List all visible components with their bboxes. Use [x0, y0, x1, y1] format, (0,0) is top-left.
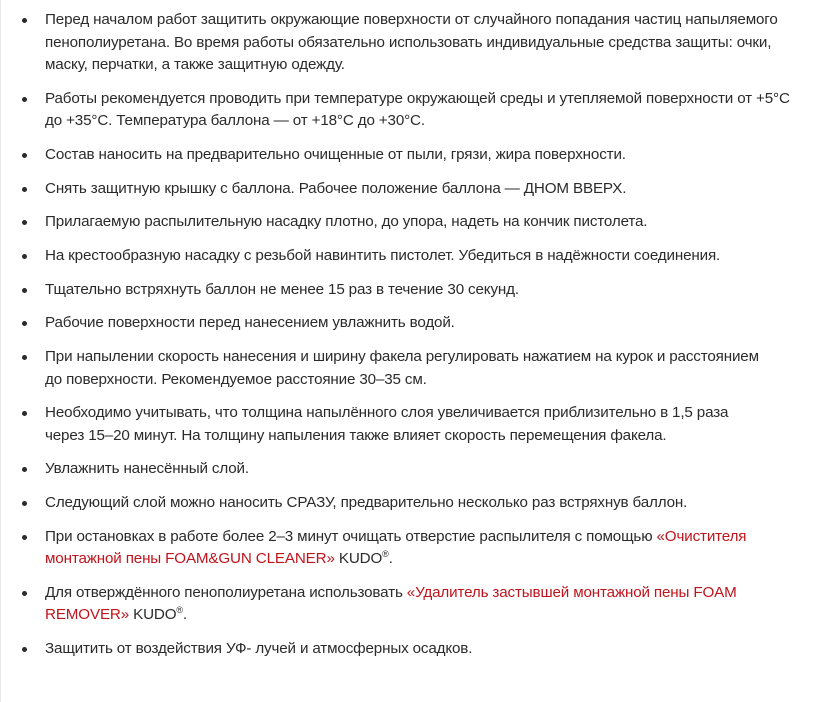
list-item: Рабочие поверхности перед нанесением увлажнить водой. — [1, 312, 818, 335]
bullet-icon — [22, 591, 27, 596]
bullet-icon — [22, 18, 27, 23]
registered-mark: ® — [176, 605, 183, 616]
bullet-icon — [22, 647, 27, 652]
list-item: Работы рекомендуется проводить при температуре окружающей среды и утепляемой поверхности от +5°C до +35°C. Температура баллона — от +18°C до +30°C. — [1, 88, 818, 133]
bullet-icon — [22, 501, 27, 506]
brand-name: KUDO — [129, 606, 177, 624]
list-item: При остановках в работе более 2–3 минут очищать отверстие распылителя с помощью «Очистителя монтажной пены FOAM&GUN CLEANER» KUDO®. — [1, 526, 818, 571]
brand-name: KUDO — [334, 550, 383, 568]
list-item: Тщательно встряхнуть баллон не менее 15 раз в течение 30 секунд. — [1, 279, 818, 302]
list-item: Защитить от воздействия УФ- лучей и атмосферных осадков. — [1, 638, 818, 661]
list-item: На крестообразную насадку с резьбой навинтить пистолет. Убедиться в надёжности соединения. — [1, 245, 818, 268]
bullet-icon — [22, 220, 27, 225]
registered-mark: ® — [382, 549, 389, 560]
list-item: Перед началом работ защитить окружающие поверхности от случайного попадания частиц напыляемого пенополиуретана. Во время работы обязательно использовать индивидуальные средства защиты: очки, маску, перчатки, а также защитную одежду. — [1, 9, 818, 77]
bullet-icon — [22, 97, 27, 102]
bullet-icon — [22, 153, 27, 158]
bullet-icon — [22, 355, 27, 360]
list-item: Необходимо учитывать, что толщина напылённого слоя увеличивается приблизительно в 1,5 раза через 15–20 минут. На толщину напыления также влияет скорость перемещения факела. — [1, 402, 818, 447]
foam-remover-link[interactable]: «Удалитель застывшей монтажной пены FOAM REMOVER» — [45, 583, 737, 624]
bullet-icon — [22, 187, 27, 192]
list-item: Увлажнить нанесённый слой. — [1, 458, 818, 481]
instructions-list — [1, 9, 818, 672]
bullet-icon — [22, 288, 27, 293]
bullet-icon — [22, 467, 27, 472]
list-item: Для отверждённого пенополиуретана использовать «Удалитель застывшей монтажной пены FOAM REMOVER» KUDO®. — [1, 582, 818, 627]
foam-gun-cleaner-link[interactable]: «Очистителя монтажной пены FOAM&GUN CLEANER» — [45, 527, 747, 568]
list-item: Состав наносить на предварительно очищенные от пыли, грязи, жира поверхности. — [1, 144, 818, 167]
bullet-icon — [22, 254, 27, 259]
bullet-icon — [22, 535, 27, 540]
list-item: Следующий слой можно наносить СРАЗУ, предварительно несколько раз встряхнув баллон. — [1, 492, 818, 515]
list-item: Прилагаемую распылительную насадку плотно, до упора, надеть на кончик пистолета. — [1, 211, 818, 234]
bullet-icon — [22, 411, 27, 416]
list-item: При напылении скорость нанесения и ширину факела регулировать нажатием на курок и расстоянием до поверхности. Рекомендуемое расстояние 30–35 см. — [1, 346, 818, 391]
list-item: Снять защитную крышку с баллона. Рабочее положение баллона — ДНОМ ВВЕРХ. — [1, 178, 818, 201]
bullet-icon — [22, 321, 27, 326]
